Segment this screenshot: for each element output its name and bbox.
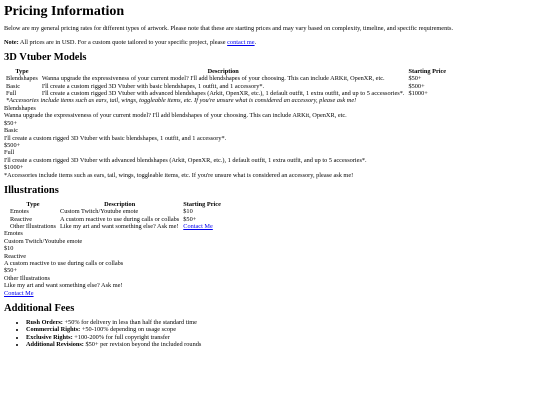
accessory-footnote: *Accessories include items such as ears, tail, wings, toggleable items, etc. If you're unsure what is considered an accessory, please ask me! bbox=[6, 97, 357, 105]
description-cell: Wanna upgrade the expressiveness of your current model? I'll add blendshapes of your choosing. This can include ARKit, OpenXR, etc. bbox=[41, 75, 385, 83]
table-footnote-row bbox=[4, 97, 448, 104]
list-footnote: *Accessories include items such as ears, tail, wings, toggleable items, etc. If you're unsure what is considered an accessory, please ask me! bbox=[4, 171, 354, 179]
price-cell bbox=[181, 223, 223, 230]
fee-label: Exclusive Rights: bbox=[26, 333, 73, 341]
description-cell: Custom Twitch/Youtube emote bbox=[60, 208, 139, 216]
illustrations-heading: Illustrations bbox=[4, 185, 59, 197]
column-header-type: Type bbox=[15, 67, 29, 75]
table-row bbox=[4, 90, 448, 97]
table-row bbox=[4, 83, 448, 90]
type-cell: Reactive bbox=[10, 215, 33, 223]
fee-label: Additional Revisions: bbox=[26, 340, 84, 348]
fee-text: +50-100% depending on usage scope bbox=[80, 326, 176, 334]
type-cell: Basic bbox=[6, 82, 20, 90]
vtuber-heading: 3D Vtuber Models bbox=[4, 52, 87, 64]
list-item-price: $1000+ bbox=[4, 164, 24, 172]
column-header-price: Starting Price bbox=[183, 200, 221, 208]
fee-text: +50% for delivery in less than half the standard time bbox=[62, 318, 197, 326]
intro-text: Below are my general pricing rates for different types of artwork. Please note that these are starting prices and may vary based on complexity, timeline, and specific requirements. bbox=[4, 25, 454, 33]
price-cell: $50+ bbox=[183, 215, 197, 223]
list-item-price: $50+ bbox=[4, 119, 17, 127]
list-item-type: Reactive bbox=[4, 252, 27, 260]
contact-me-link[interactable]: Contact Me bbox=[183, 222, 213, 230]
table-row bbox=[4, 75, 448, 82]
list-item bbox=[26, 326, 536, 333]
column-header-type: Type bbox=[26, 200, 40, 208]
list-item-description: I'll create a custom rigged 3D Vtuber with basic blendshapes, 1 outfit, and 1 accessory*. bbox=[4, 134, 227, 142]
list-item-price: $50+ bbox=[4, 267, 17, 275]
list-item bbox=[26, 319, 536, 326]
description-cell: I'll create a custom rigged 3D Vtuber with advanced blendshapes (Arkit, OpenXR, etc.), 1 default outfit, 1 extra outfit, and up to 5 accessories*. bbox=[41, 90, 405, 98]
table-row bbox=[8, 216, 223, 223]
list-item bbox=[26, 334, 536, 341]
type-cell: Emotes bbox=[10, 208, 29, 216]
price-cell: $10 bbox=[183, 208, 193, 216]
vtuber-table bbox=[4, 68, 448, 105]
fee-text: $50+ per revision beyond the included rounds bbox=[83, 340, 202, 348]
list-item-type: Basic bbox=[4, 127, 18, 135]
description-cell: Like my art and want something else? Ask me! bbox=[60, 222, 179, 230]
note-label: Note: bbox=[4, 38, 19, 46]
note-end: . bbox=[254, 38, 257, 46]
illustrations-table bbox=[8, 201, 223, 231]
fee-label: Commercial Rights: bbox=[26, 326, 81, 334]
price-cell: $50+ bbox=[408, 75, 422, 83]
description-cell: A custom reactive to use during calls or collabs bbox=[60, 215, 180, 223]
list-item-type: Other Illustrations bbox=[4, 274, 50, 282]
table-row bbox=[8, 208, 223, 215]
fees-heading: Additional Fees bbox=[4, 303, 75, 315]
type-cell: Full bbox=[6, 90, 17, 98]
list-item-type: Blendshapes bbox=[4, 104, 36, 112]
note-text: All prices are in USD. For a custom quote tailored to your specific project, please bbox=[18, 38, 228, 46]
list-item bbox=[26, 341, 536, 348]
vtuber-table-header bbox=[4, 68, 448, 75]
contact-link[interactable]: contact me bbox=[227, 38, 255, 46]
list-item-description: Like my art and want something else? Ask me! bbox=[4, 282, 123, 290]
note-paragraph bbox=[4, 39, 536, 46]
price-cell: $500+ bbox=[408, 82, 425, 90]
list-item-price: $500+ bbox=[4, 142, 21, 149]
price-cell: $1000+ bbox=[408, 90, 428, 98]
type-cell: Other Illustrations bbox=[10, 222, 56, 230]
list-item-type: Full bbox=[4, 149, 15, 157]
contact-me-link[interactable]: Contact Me bbox=[4, 289, 34, 297]
illustrations-table-header bbox=[8, 201, 223, 208]
column-header-description: Description bbox=[104, 200, 136, 208]
list-item-type: Emotes bbox=[4, 230, 23, 238]
fees-list bbox=[4, 319, 536, 349]
description-cell: I'll create a custom rigged 3D Vtuber with basic blendshapes, 1 outfit, and 1 accessory*. bbox=[41, 82, 265, 90]
list-item-description: A custom reactive to use during calls or collabs bbox=[4, 260, 124, 268]
vtuber-list-fallback bbox=[4, 105, 536, 179]
column-header-price: Starting Price bbox=[408, 67, 447, 75]
list-item-description: Custom Twitch/Youtube emote bbox=[4, 237, 83, 245]
list-item-price: $10 bbox=[4, 245, 14, 253]
page-title: Pricing Information bbox=[4, 4, 125, 19]
table-row bbox=[8, 223, 223, 230]
list-item-description: Wanna upgrade the expressiveness of your current model? I'll add blendshapes of your choosing. This can include ARKit, OpenXR, etc. bbox=[4, 112, 347, 120]
column-header-description: Description bbox=[207, 67, 239, 75]
illustrations-list-fallback bbox=[4, 230, 536, 297]
type-cell: Blendshapes bbox=[6, 75, 38, 83]
list-item-description: I'll create a custom rigged 3D Vtuber with advanced blendshapes (Arkit, OpenXR, etc.), 1 default outfit, 1 extra outfit, and up to 5 accessories*. bbox=[4, 156, 367, 164]
fee-text: +100-200% for full copyright transfer bbox=[72, 333, 170, 341]
fee-label: Rush Orders: bbox=[26, 318, 63, 326]
